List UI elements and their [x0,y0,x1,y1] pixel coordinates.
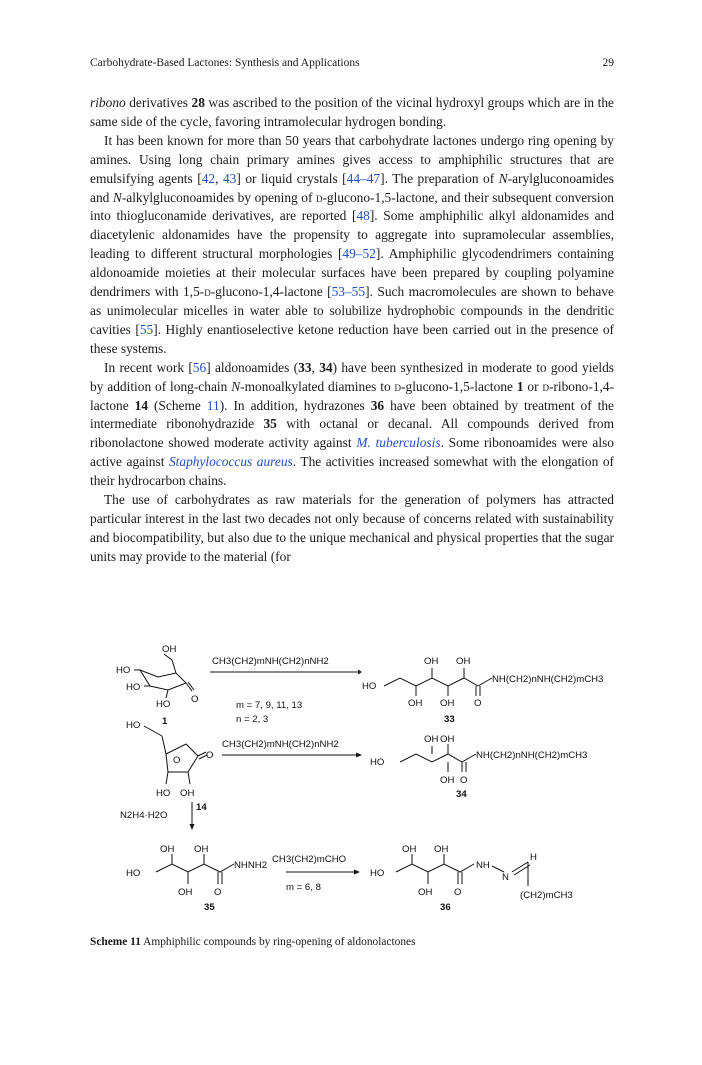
compound-number: 33 [298,359,312,375]
text-run: ) have been synthesized in moderate to good yields by addition of long-chain [90,359,615,394]
group-label: NHNH2 [234,860,268,871]
text-run: In recent work [ [104,359,193,375]
group-label: OH [456,656,471,667]
caption-text: Amphiphilic compounds by ring-opening of aldonolactones [140,936,416,948]
text-run: ]. Amphiphilic glycodendrimers containing aldonoamide moieties at their molecular surfaces have been prepared by coupling polyamine dendrimers with 1,5- [90,246,614,300]
citation-link[interactable]: 44–47 [346,170,381,186]
citation-link[interactable]: 43 [222,170,237,186]
scheme-caption [90,936,614,948]
running-title: Carbohydrate-Based Lactones: Synthesis and Applications [90,57,360,69]
condition-text: n = 2, 3 [236,714,269,725]
italic-text: N [112,189,122,205]
text-run: or [523,378,543,394]
scheme-link[interactable]: 11 [206,397,220,413]
group-label: NH(CH2)nNH(CH2)mCH3 [476,750,588,761]
group-label: OH [160,844,175,855]
text-run: The use of carbohydrates as raw materials for the generation of polymers has attracted particular interest in the last two decades not only because of concerns related with sustainability and biocompatibility, but also due to the unique mechanical and physical properties that the sugar units may provide to the material (for [90,492,614,564]
running-head [90,57,614,73]
group-label: OH [180,788,195,799]
paragraph-1 [90,94,614,132]
group-label: O [454,887,462,898]
body-text [90,94,614,567]
text-run: -monoalkylated diamines to [240,378,395,394]
chain-36 [396,864,474,872]
group-label: OH [408,698,423,709]
group-label: NH [476,860,490,871]
italic-text: N [498,170,508,186]
scheme-drawing [100,640,620,940]
arrowhead-1 [358,670,362,675]
group-label: HO [126,682,141,693]
group-label: OH [402,844,417,855]
chain-34 [400,754,476,762]
citation-link[interactable]: 53–55 [331,284,366,300]
organism-link[interactable]: Staphylococcus aureus [168,454,293,470]
group-label: HO [362,681,377,692]
italic-text: ribono [90,95,126,110]
group-label: O [460,775,468,786]
compound-label: 34 [456,789,467,800]
compound-number: 14 [134,397,149,413]
small-caps-text: d [204,284,211,300]
text-run: , [311,359,320,375]
arrowhead-2 [356,753,362,758]
text-run: -ribono-1,4-lactone [90,378,615,413]
chain-33 [384,678,478,686]
group-label: NH(CH2)nNH(CH2)mCH3 [492,674,604,685]
group-label: O [474,698,482,709]
text-run: , [215,170,223,186]
group-label: OH [418,887,433,898]
text-run: ]. Some amphiphilic alkyl aldonamides and diacetylenic aldonamides have the propensity to aggregate into supramolecular assemblies, leading to different structural morphologies [ [90,208,614,262]
group-label: OH [424,656,439,667]
citation-link[interactable]: 42 [201,170,216,186]
group-label: OH [194,844,209,855]
group-label: OH [434,844,449,855]
caption-label: Scheme 11 [90,936,141,948]
group-label: O [191,694,199,705]
compound-number: 1 [516,378,524,394]
reagent-text: CH3(CH2)mNH(CH2)nNH2 [212,656,329,667]
group-label: HO [116,665,131,676]
text-run: derivatives [125,95,192,110]
group-label: HO [126,720,141,731]
reaction-scheme [100,640,620,940]
group-label: O [214,887,222,898]
compound-number: 35 [263,416,277,432]
compound-label: 14 [196,802,207,813]
group-label: N [502,872,509,883]
paragraph-2 [90,132,614,359]
text-run: was ascribed to the position of the vicinal hydroxyl groups which are in the same side of the cycle, favoring intramolecular hydrogen bonding. [90,95,614,129]
text-run: -glucono-1,5-lactone [401,378,517,394]
group-label: HO [156,699,171,710]
group-label: OH [440,698,455,709]
furanose-ring [166,744,198,772]
compound-label: 36 [440,902,451,913]
text-run: ] or liquid crystals [ [236,170,347,186]
text-run: (Scheme [148,397,207,413]
group-label: OH [440,734,455,745]
citation-link[interactable]: 56 [192,359,207,375]
arrowhead-down [190,824,195,830]
condition-text: m = 7, 9, 11, 13 [236,700,303,711]
citation-link[interactable]: 49–52 [342,246,376,262]
group-label: O [173,755,181,766]
italic-text: N [231,378,241,394]
text-run: ]. Such macromolecules are shown to behave as unimolecular micelles in water able to solubilize hydrophobic compounds in the dendritic cavities [ [90,284,614,337]
small-caps-text: d [315,189,323,205]
pyranose-ring [140,670,186,690]
compound-label: 33 [444,714,455,725]
group-label: HO [126,868,141,879]
page-number: 29 [602,57,614,69]
group-label: HO [370,868,385,879]
compound-label: 35 [204,902,215,913]
arrowhead-3 [354,870,360,875]
compound-number: 28 [191,95,205,110]
group-label: OH [178,887,193,898]
text-run: . Some ribonoamides were also active against [90,435,614,470]
compound-label: 1 [162,716,168,727]
reagent-text: CH3(CH2)mCHO [272,854,347,865]
text-run: ]. The preparation of [380,170,499,186]
group-label: HO [370,757,385,768]
text-run: It has been known for more than 50 years that carbohydrate lactones undergo ring opening by amines. Using long chain primary amines gives access to amphiphilic structures that are emulsifying agents [ [90,132,614,186]
compound-number: 34 [319,359,333,375]
group-label: HO [156,788,171,799]
paragraph-4 [90,491,614,567]
text-run: ). In addition, hydrazones [219,397,371,413]
organism-link[interactable]: M. tuberculosis [356,435,441,451]
text-run: -alkylgluconoamides by opening of [121,189,316,205]
text-run: ] aldonoamides ( [206,359,299,375]
chain-35 [156,864,234,872]
small-caps-text: d [394,378,402,394]
group-label: OH [440,775,455,786]
reagent-text: CH3(CH2)mNH(CH2)nNH2 [222,739,339,750]
text-run: -arylgluconoamides and [90,170,614,205]
citation-link[interactable]: 48 [356,208,370,224]
group-label: H [530,852,537,863]
small-caps-text: d [542,378,549,394]
reagent-text: N2H4·H2O [120,810,168,821]
group-label: (CH2)mCH3 [520,890,573,901]
group-label: OH [162,644,177,655]
text-run: ]. Highly enantioselective ketone reduction have been carried out in the presence of these systems. [90,321,614,356]
citation-link[interactable]: 55 [139,321,154,337]
paragraph-3 [90,359,614,491]
text-run: -glucono-1,5-lactone, and their subsequent conversion into thiogluconamide derivatives, are reported [ [90,189,614,224]
group-label: OH [424,734,439,745]
group-label: O [206,750,214,761]
text-run: have been obtained by treatment of the intermediate ribonohydrazide [90,397,614,432]
text-run: with octanal or decanal. All compounds derived from ribonolactone showed moderate activity against [90,416,614,451]
text-run: -glucono-1,4-lactone [ [210,284,332,300]
text-run: . The activities increased somewhat with the elongation of their hydrocarbon chains. [90,454,614,489]
condition-text: m = 6, 8 [286,882,321,893]
compound-number: 36 [370,397,385,413]
